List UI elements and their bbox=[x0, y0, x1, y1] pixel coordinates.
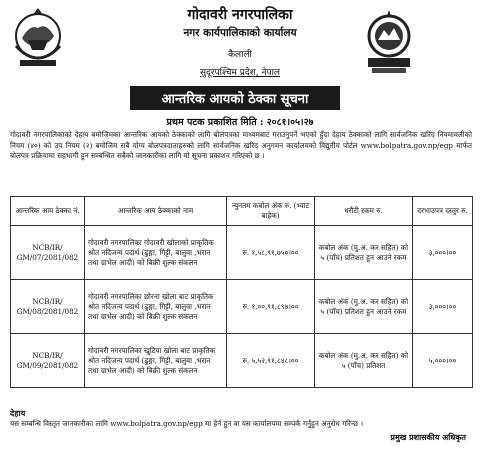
min-bid: रु. ५,५२,९१,८४८।०० bbox=[227, 334, 315, 388]
notice-title: आन्तरिक आयको ठेक्का सूचना bbox=[130, 86, 340, 110]
fee: ५,०००।०० bbox=[413, 334, 473, 388]
signature-title: प्रमुख प्रशासकीय अधिकृत bbox=[390, 432, 466, 442]
fee: ३,०००।०० bbox=[413, 280, 473, 334]
deposit: कबोल अंक (मु.अ. कर सहित) को ५ (पाँच) प्रतिशत हुन आउने रकम bbox=[315, 280, 413, 334]
contract-no: NCB/IR/ GM/08/2081/082 bbox=[11, 280, 85, 334]
table-row bbox=[11, 280, 473, 334]
deposit: कबोल अंक (मु.अ. कर सहित) को ५ (पाँच) प्रतिशत bbox=[315, 334, 413, 388]
header-contract-name: आन्तरिक आय ठेक्काको नाम bbox=[85, 197, 227, 226]
fee: ३,०००।०० bbox=[413, 226, 473, 280]
min-bid: रु. १,५८,९१,७५०।०० bbox=[227, 226, 315, 280]
contract-name: गोदावरी नगरपालिका खुटिया खोला बाट प्राकृतिक श्रोत नदिजन्य पदार्थ (ढुङ्गा, गिट्टी, बालुवा ,भरान तथा ग्राभेल आदी) को बिक्री शुल्क संकलन bbox=[85, 334, 227, 388]
notice-body-text: गोदावरी नगरपालिकाको देहाय बमोजिमका आन्तरिक आयको ठेक्काको लागि बोलपत्रका माध्यमबाट गराउनुपर्ने भएको हुँदा देहाय ठेक्काको लागि सार्वजनिक खरिद नियमावलीको नियम (४०) को उप नियम (२) बमोजिम सबै योग्य बोलपत्रदाताहरुको लागि सार्वजनिक खरिद अनुगमन कार्यालयको विद्युतीय पोर्टल www.bolpatra.gov.np/egp मार्फत बोलपत्र प्रक्रियामा सहभागी हुन सम्बन्धित सबैको जानकारीका लागि यो सूचना प्रकाशन गरिएको छ । bbox=[10, 130, 472, 161]
province-name: सुदूरपश्चिम प्रदेश, नेपाल bbox=[199, 68, 281, 78]
min-bid: रु. १,००,९१,८९७।०० bbox=[227, 280, 315, 334]
deposit: कबोल अंक (मु.अ. कर सहित) को ५ (पाँच) प्रतिशत हुन आउने रकम bbox=[315, 226, 413, 280]
table-row bbox=[11, 334, 473, 388]
header-fee: दरभाउपत्र दस्तुर रु. bbox=[413, 197, 473, 226]
footer-label: देहाय bbox=[10, 408, 26, 418]
org-name: गोदावरी नगरपालिका bbox=[187, 7, 293, 23]
contract-no: NCB/IR/ GM/07/2081/082 bbox=[11, 226, 85, 280]
table-header-row bbox=[11, 197, 473, 226]
district-name: कैलाली bbox=[228, 50, 252, 60]
contract-name: गोदावरी नगरपालिका छोरना खोला बाट प्राकृतिक श्रोत नदिजन्य पदार्थ (ढुङ्गा, गिट्टी, बालुवा ,भरान तथा ग्राभेल आदी) को बिक्री शुल्क संकलन bbox=[85, 280, 227, 334]
contract-no: NCB/IR/ GM/09/2081/082 bbox=[11, 334, 85, 388]
header-deposit: धरौटी रकम रु. bbox=[315, 197, 413, 226]
header-contract-no: आन्तरिक आय ठेक्का नं. bbox=[11, 197, 85, 226]
publication-date: प्रथम पटक प्रकाशित मिति : २०८१।०५।२७ bbox=[166, 117, 314, 128]
table-row bbox=[11, 226, 473, 280]
contracts-table bbox=[10, 196, 473, 388]
header-min-bid: न्युनतम कबोल अंक रु. (भ्याट बाहेक) bbox=[227, 197, 315, 226]
footer-text: यस सम्बन्धि विस्तृत जानकारीका लागि www.bolpatra.gov.np/egp मा हेर्न हुन वा यस कार्यालयमा सम्पर्क गर्नुहुन अनुरोध गरिन्छ । bbox=[10, 419, 364, 428]
contract-name: गोदावरी नगरपालिका गोदावरी खोलाको प्राकृतिक श्रोत नदिजन्य पदार्थ (ढुङ्गा, गिट्टी, बालुवा ,भरान तथा ग्राभेल आदी) को बिक्री शुल्क संकलन bbox=[85, 226, 227, 280]
office-name: नगर कार्यपालिकाको कार्यालय bbox=[183, 27, 297, 39]
